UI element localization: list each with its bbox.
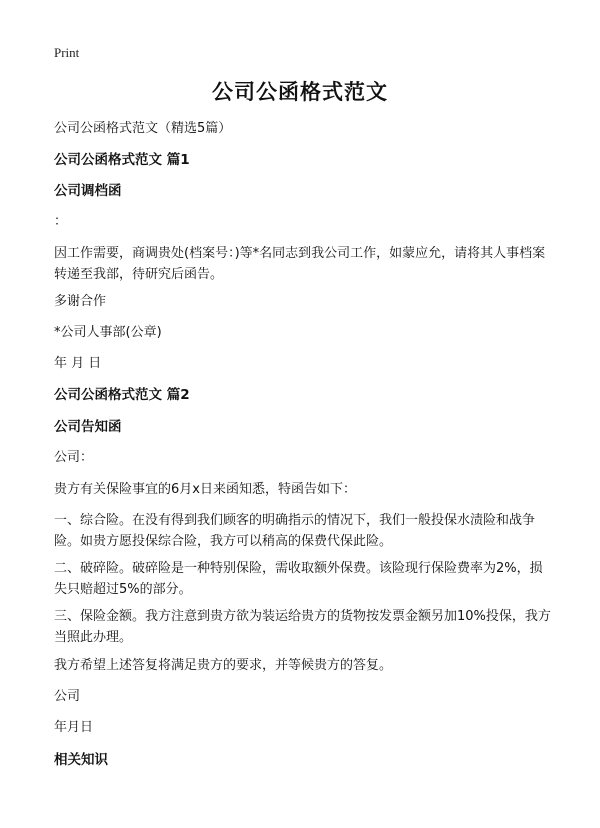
page-title: 公司公函格式范文 (212, 80, 388, 104)
print-link[interactable]: Print (54, 45, 80, 60)
related-heading: 相关知识 (54, 752, 108, 768)
section1-heading: 公司公函格式范文 篇1 (54, 152, 190, 168)
section1-body: 因工作需要，商调贵处(档案号：)等*名同志到我公司工作，如蒙应允，请将其人事档案转递至我部，待研究后函告。 (54, 246, 546, 282)
section2-date: 年月日 (54, 720, 94, 735)
section2-item3: 三、保险金额。我方注意到贵方欲为装运给贵方的货物按发票金额另加10%投保，我方当照此办理。 (54, 609, 551, 645)
section1-date: 年 月 日 (54, 356, 102, 371)
section2-signature: 公司 (54, 689, 81, 704)
section2-item2: 二、破碎险。破碎险是一种特别保险，需收取额外保费。该险现行保险费率为2%，损失只赔超过5%的部分。 (54, 561, 543, 597)
section1-colon: ： (54, 214, 68, 229)
section2-closing: 我方希望上述答复将满足贵方的要求，并等候贵方的答复。 (54, 658, 393, 673)
section1-signature: *公司人事部(公章) (54, 325, 162, 340)
section2-letter-title: 公司告知函 (54, 419, 122, 435)
section2-salutation: 公司： (54, 450, 94, 465)
section1-thanks: 多谢合作 (54, 294, 107, 309)
section2-item1: 一、综合险。在没有得到我们顾客的明确指示的情况下，我们一般投保水渍险和战争险。如贵方愿投保综合险，我方可以稍高的保费代保此险。 (54, 513, 536, 549)
section2-heading: 公司公函格式范文 篇2 (54, 387, 190, 403)
section2-intro: 贵方有关保险事宜的6月x日来函知悉，特函告如下： (54, 482, 356, 497)
document-subtitle: 公司公函格式范文（精选5篇） (54, 121, 232, 136)
section1-letter-title: 公司调档函 (54, 183, 122, 199)
